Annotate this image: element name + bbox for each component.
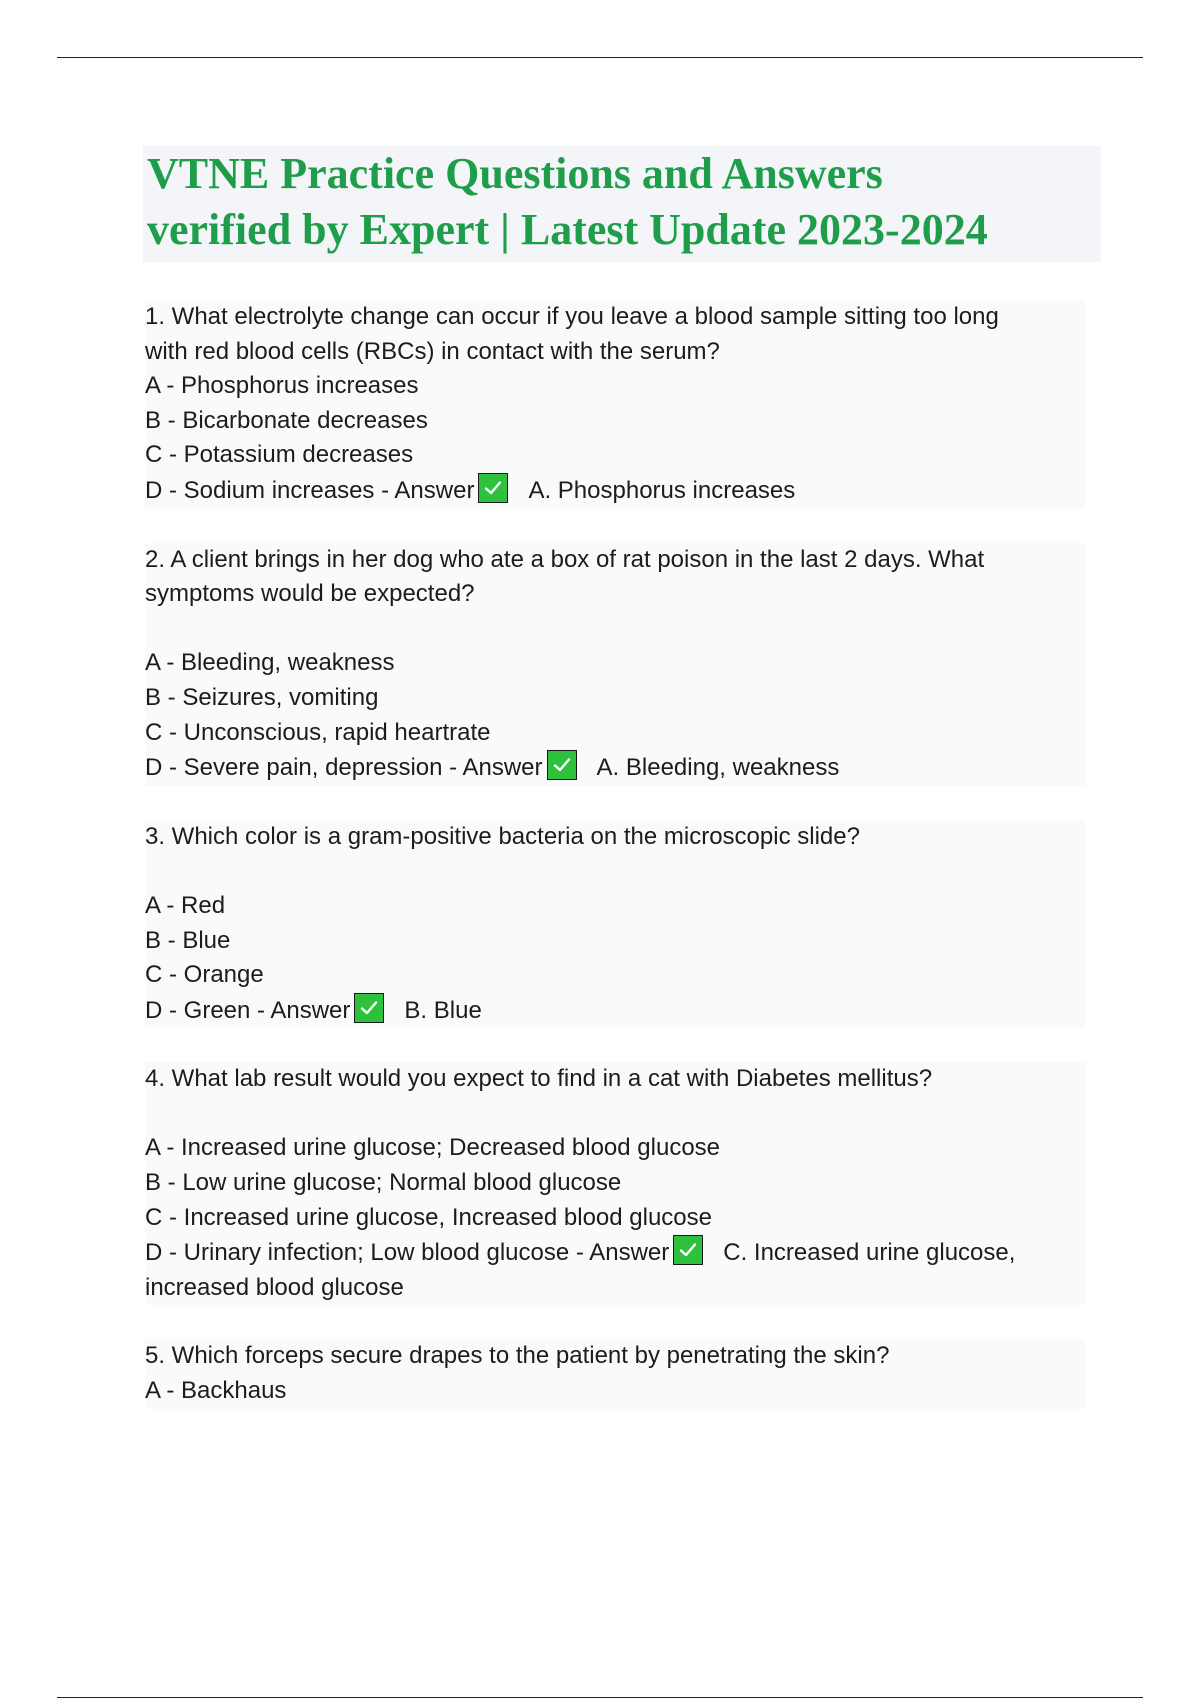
question-text: symptoms would be expected? — [145, 580, 475, 608]
question-list — [145, 300, 1085, 1409]
question-text: 2. A client brings in her dog who ate a box of rat poison in the last 2 days. What — [145, 545, 985, 573]
title-line-2: verified by Expert | Latest Update 2023-2024 — [147, 205, 988, 254]
document-title — [143, 146, 1101, 262]
option-c: C - Increased urine glucose, Increased blood glucose — [145, 1203, 712, 1231]
question-2 — [145, 543, 1085, 786]
question-text: 4. What lab result would you expect to find in a cat with Diabetes mellitus? — [145, 1065, 933, 1093]
check-mark-icon — [673, 1235, 703, 1265]
correct-answer-continued: increased blood glucose — [145, 1273, 404, 1301]
option-c: C - Potassium decreases — [145, 441, 414, 469]
option-d: D - Green - Answer — [145, 996, 351, 1024]
correct-answer: A. Phosphorus increases — [528, 476, 796, 504]
check-mark-icon — [354, 993, 384, 1023]
option-d-answer-line — [145, 993, 1085, 1029]
option-d-answer-line — [145, 750, 1085, 786]
question-3 — [145, 820, 1085, 1029]
bottom-rule — [57, 1697, 1143, 1698]
option-d: D - Severe pain, depression - Answer — [145, 754, 543, 782]
option-c: C - Unconscious, rapid heartrate — [145, 718, 491, 746]
option-b: B - Blue — [145, 926, 231, 954]
question-text: 1. What electrolyte change can occur if you leave a blood sample sitting too long — [145, 303, 999, 330]
check-mark-icon — [547, 750, 577, 780]
option-d: D - Sodium increases - Answer — [145, 476, 475, 504]
option-b: B - Low urine glucose; Normal blood glucose — [145, 1169, 622, 1197]
question-5 — [145, 1339, 1085, 1408]
option-a: A - Red — [145, 891, 226, 919]
correct-answer: B. Blue — [404, 996, 482, 1024]
correct-answer: A. Bleeding, weakness — [596, 754, 840, 782]
option-a: A - Backhaus — [145, 1377, 287, 1405]
question-text: with red blood cells (RBCs) in contact with the serum? — [145, 337, 720, 365]
option-a: A - Phosphorus increases — [145, 372, 419, 400]
option-b: B - Seizures, vomiting — [145, 683, 379, 711]
option-d-answer-line — [145, 1235, 1085, 1271]
title-line-1: VTNE Practice Questions and Answers — [147, 149, 883, 198]
option-c: C - Orange — [145, 961, 264, 989]
option-b: B - Bicarbonate decreases — [145, 406, 428, 434]
option-d-answer-line — [145, 473, 1085, 509]
top-rule — [57, 57, 1143, 58]
option-d: D - Urinary infection; Low blood glucose - Answer — [145, 1239, 670, 1267]
check-mark-icon — [478, 473, 508, 503]
question-text: 3. Which color is a gram-positive bacteria on the microscopic slide? — [145, 822, 860, 850]
option-a: A - Increased urine glucose; Decreased blood glucose — [145, 1134, 721, 1162]
question-text: 5. Which forceps secure drapes to the patient by penetrating the skin? — [145, 1342, 890, 1370]
question-1 — [145, 300, 1085, 509]
question-4 — [145, 1062, 1085, 1305]
option-a: A - Bleeding, weakness — [145, 649, 395, 677]
correct-answer: C. Increased urine glucose, — [723, 1239, 1016, 1267]
